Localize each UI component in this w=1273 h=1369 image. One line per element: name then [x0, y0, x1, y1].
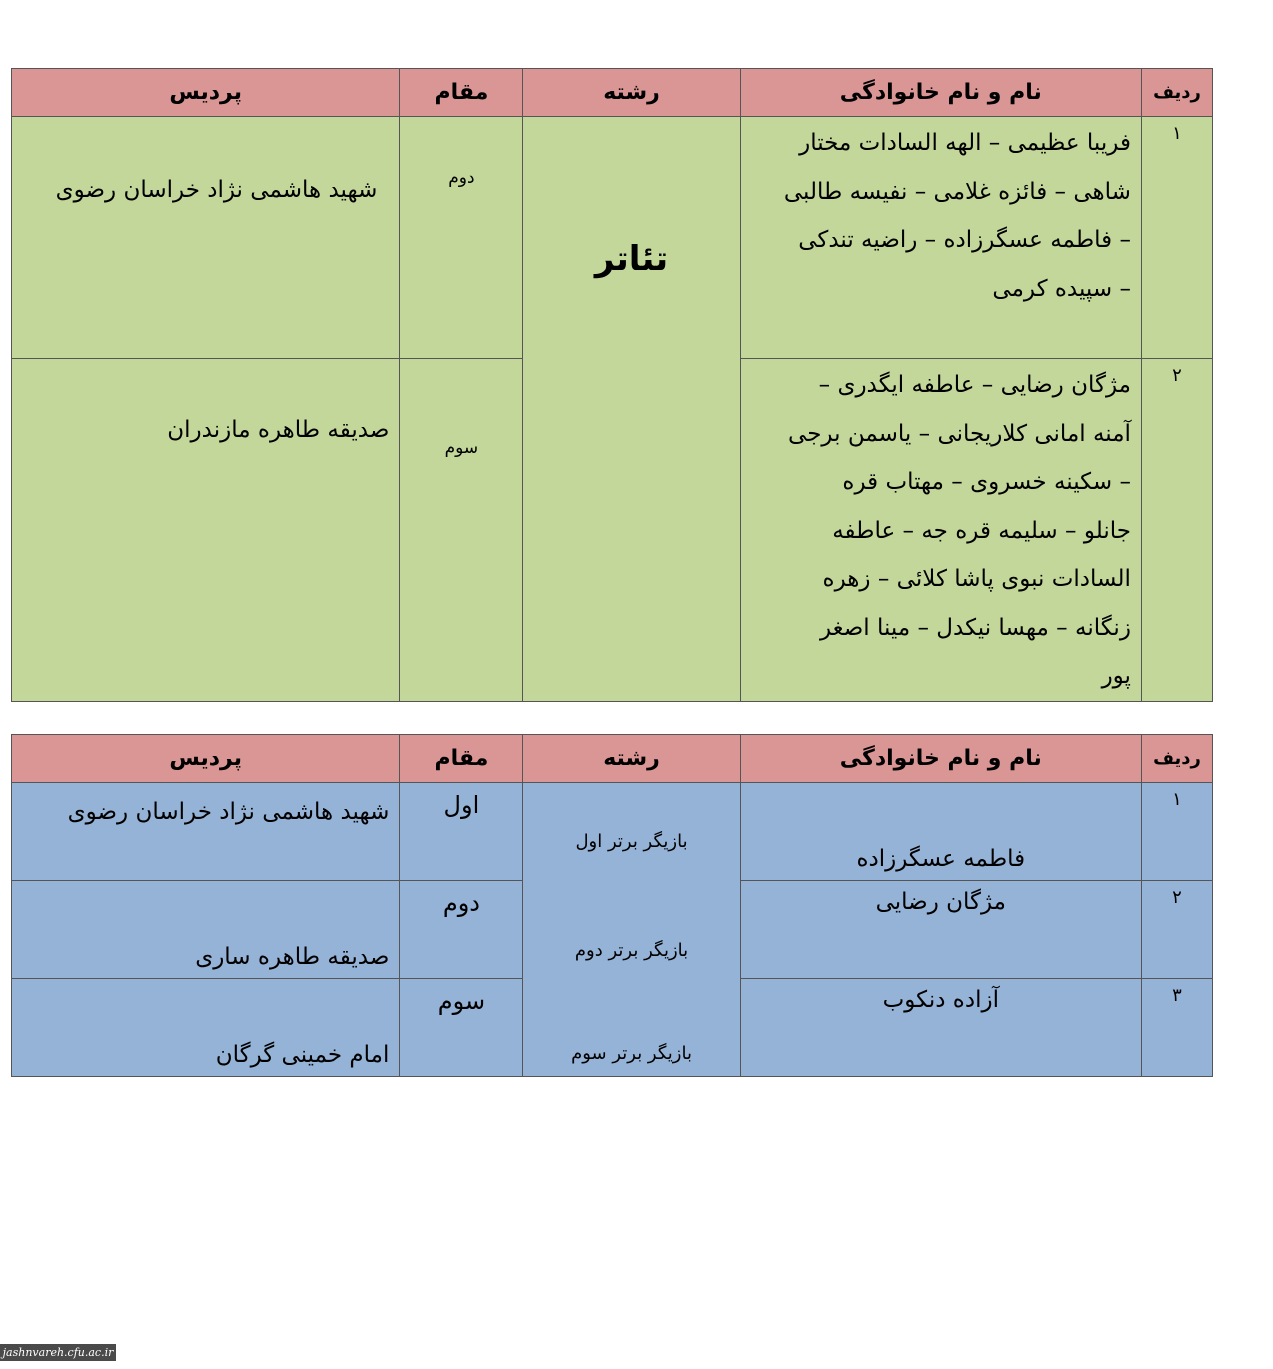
field-line-1: بازیگر برتر اول: [575, 831, 688, 852]
theater-results-table: [11, 68, 1213, 702]
row-number: ۲: [1141, 881, 1212, 979]
name-line: شاهی – فائزه غلامی – نفیسه طالبی: [783, 178, 1131, 205]
table-header-row: [12, 69, 1213, 117]
campus-cell: [12, 979, 400, 1077]
row-number: ۳: [1141, 979, 1212, 1077]
header-name: نام و نام خانوادگی: [740, 735, 1141, 783]
rank-label: سوم: [444, 437, 479, 458]
name-line: جانلو – سلیمه قره جه – عاطفه: [832, 517, 1131, 544]
header-name: نام و نام خانوادگی: [740, 69, 1141, 117]
rank-cell: [400, 359, 523, 702]
name-line: آمنه امانی کلاریجانی – یاسمن برجی: [788, 420, 1131, 447]
header-rank: مقام: [400, 735, 523, 783]
campus-label: صدیقه طاهره ساری: [195, 944, 390, 970]
header-radif: ردیف: [1141, 735, 1212, 783]
header-field: رشته: [523, 69, 740, 117]
header-field: رشته: [523, 735, 740, 783]
header-rank: مقام: [400, 69, 523, 117]
name-line: السادات نبوی پاشا کلائی – زهره: [822, 566, 1131, 592]
field-line-3: بازیگر برتر سوم: [571, 1043, 692, 1064]
rank-cell: دوم: [400, 881, 523, 979]
person-name-cell: [740, 783, 1141, 881]
field-line-2: بازیگر برتر دوم: [574, 940, 689, 961]
table-row: [12, 117, 1213, 359]
row-number: ۱: [1141, 117, 1212, 359]
name-line: – سکینه خسروی – مهتاب قره: [842, 469, 1131, 495]
campus-cell: [12, 359, 400, 702]
best-actor-table: [11, 734, 1213, 1077]
field-cell: [523, 117, 740, 702]
person-name-cell: [740, 881, 1141, 979]
row-number: ۱: [1141, 783, 1212, 881]
row-number: ۲: [1141, 359, 1212, 702]
site-watermark: jashnvareh.cfu.ac.ir: [0, 1344, 116, 1361]
team-names: [740, 359, 1141, 702]
person-name: مژگان رضایی: [875, 889, 1006, 915]
name-line: مژگان رضایی – عاطفه ایگدری –: [818, 372, 1131, 398]
campus-label: امام خمینی گرگان: [215, 1042, 390, 1068]
header-campus: پردیس: [12, 735, 400, 783]
campus-label: صدیقه طاهره مازندران: [167, 417, 390, 443]
campus-cell: [12, 117, 400, 359]
rank-label: دوم: [448, 167, 475, 188]
name-line: فریبا عظیمی – الهه السادات مختار: [799, 130, 1131, 156]
person-name-cell: [740, 979, 1141, 1077]
name-line: – سپیده کرمی: [992, 275, 1131, 302]
person-name: فاطمه عسگرزاده: [856, 846, 1026, 872]
name-line: پور: [1101, 663, 1131, 689]
person-name: آزاده دنکوب: [882, 987, 999, 1013]
field-label: تئاتر: [594, 238, 669, 279]
campus-label: شهید هاشمی نژاد خراسان رضوی: [55, 177, 378, 203]
team-names: [740, 117, 1141, 359]
campus-cell: [12, 783, 400, 881]
rank-cell: سوم: [400, 979, 523, 1077]
table-row: [12, 783, 1213, 881]
table-header-row: [12, 735, 1213, 783]
field-cell: [523, 783, 740, 1077]
name-line: – فاطمه عسگرزاده – راضیه تندکی: [798, 227, 1131, 253]
campus-cell: [12, 881, 400, 979]
campus-label: شهید هاشمی نژاد خراسان رضوی: [67, 799, 390, 825]
rank-cell: [400, 117, 523, 359]
header-radif: ردیف: [1141, 69, 1212, 117]
header-campus: پردیس: [12, 69, 400, 117]
name-line: زنگانه – مهسا نیکدل – مینا اصغر: [819, 614, 1131, 641]
rank-cell: اول: [400, 783, 523, 881]
